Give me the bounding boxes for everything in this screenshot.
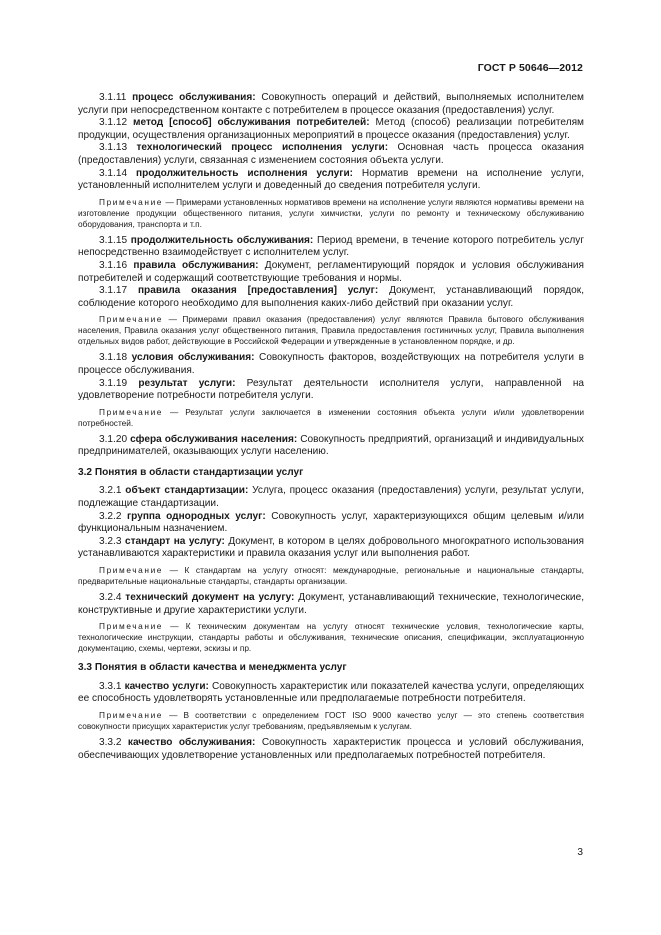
term-item: 3.1.15 продолжительность обслуживания: Период времени, в течение которого потребитель услуг непосредственно взаимодействует с исполнителем услуг. [78, 234, 584, 259]
term-item: 3.3.1 качество услуги: Совокупность характеристик или показателей качества услуги, определяющих ее способность удовлетворять установленные или предполагаемые потребности потребителя. [78, 680, 585, 705]
term-item: 3.1.13 технологический процесс исполнения услуги: Основная часть процесса оказания (предоставления) услуги, связанная с изменением состояния объекта услуги. [78, 142, 585, 166]
note: Примечание — В соответствии с определением ГОСТ ISO 9000 качество услуг — это степень соответствия совокупности присущих характеристик услуг требованиям, предъявляемым к услугам. [78, 710, 584, 731]
term-item: 3.3.2 качество обслуживания: Совокупность характеристик процесса и условий обслуживания, обеспечивающих удовлетворение установленных или предполагаемых потребностей потребителя. [78, 737, 584, 761]
document-body [78, 92, 584, 762]
page-number: 3 [577, 847, 583, 858]
term-item: 3.1.16 правила обслуживания: Документ, регламентирующий порядок и условия обслуживания потребителей и содержащий соответствующие требования и нормы. [78, 259, 584, 284]
term-item: 3.1.20 сфера обслуживания населения: Совокупность предприятий, организаций и индивидуальных предпринимателей, оказывающих услуги населению. [78, 433, 584, 458]
term-item: 3.1.12 метод [способ] обслуживания потребителей: Метод (способ) реализации потребителям продукции, осуществления организационных мероприятий в процессе оказания (предоставления) услуг. [78, 117, 584, 141]
term-item: 3.2.3 стандарт на услугу: Документ, в котором в целях добровольного многократного использования устанавливаются характеристики и правила оказания услуг или выполнения работ. [78, 535, 584, 560]
term-item: 3.2.1 объект стандартизации: Услуга, процесс оказания (предоставления) услуги, результат услуги, подлежащие стандартизации. [78, 485, 584, 510]
term-item: 3.1.19 результат услуги: Результат деятельности исполнителя услуги, направленной на удовлетворение потребности потребителя услуги. [78, 377, 585, 402]
note: Примечание — Примерами установленных нормативов времени на исполнение услуги являются нормативы времени на изготовление продукции общественного питания, услуги химчистки, услуги по ремонту и техническому обслуживанию оборудования, транспорта и т.п. [78, 196, 584, 229]
term-item: 3.2.4 технический документ на услугу: Документ, устанавливающий технические, технологические, конструктивные и другие характеристики услуги. [78, 592, 584, 616]
note: Примечание — Примерами правил оказания (предоставления) услуг являются Правила бытового обслуживания населения, Правила оказания услуг общественного питания, Правила предоставления гостиничных услуг, Правила выполнения отдельных видов работ, действующие в Российской Федерации и утвержденные в установленном порядке, и др. [78, 314, 584, 347]
document-header: ГОСТ Р 50646—2012 [477, 62, 583, 74]
section-heading: 3.3 Понятия в области качества и менеджмента услуг [78, 662, 347, 674]
term-item: 3.1.11 процесс обслуживания: Совокупность операций и действий, выполняемых исполнителем услуги при непосредственном контакте с потребителем в процессе оказания (предоставления) услуг. [78, 92, 584, 116]
note: Примечание — К техническим документам на услугу относят технические условия, технологические карты, технологические инструкции, стандарты работы и обслуживания, технические описания, спецификации, эксплуатационную документацию, схемы, чертежи, эскизы и пр. [78, 621, 584, 654]
term-item: 3.2.2 группа однородных услуг: Совокупность услуг, характеризующихся общим целевым и/или функциональным назначением. [78, 510, 584, 535]
term-item: 3.1.18 условия обслуживания: Совокупность факторов, воздействующих на потребителя услуги в процессе обслуживания. [78, 352, 584, 376]
note: Примечание — К стандартам на услугу относят: международные, региональные и национальные стандарты, предварительные национальные стандарты, стандарты организации. [78, 565, 584, 587]
term-item: 3.1.17 правила оказания [предоставления] услуг: Документ, устанавливающий порядок, соблюдение которого необходимо для выполнения каких-либо действий при оказании услуг. [78, 285, 585, 309]
note: Примечание — Результат услуги заключается в изменении состояния объекта услуги и/или удовлетворении потребностей. [78, 406, 584, 428]
section-heading: 3.2 Понятия в области стандартизации услуг [78, 466, 304, 478]
term-item: 3.1.14 продолжительность исполнения услуги: Норматив времени на исполнение услуги, установленный исполнителем услуги и доведенный до сведения потребителя услуги. [78, 167, 584, 192]
